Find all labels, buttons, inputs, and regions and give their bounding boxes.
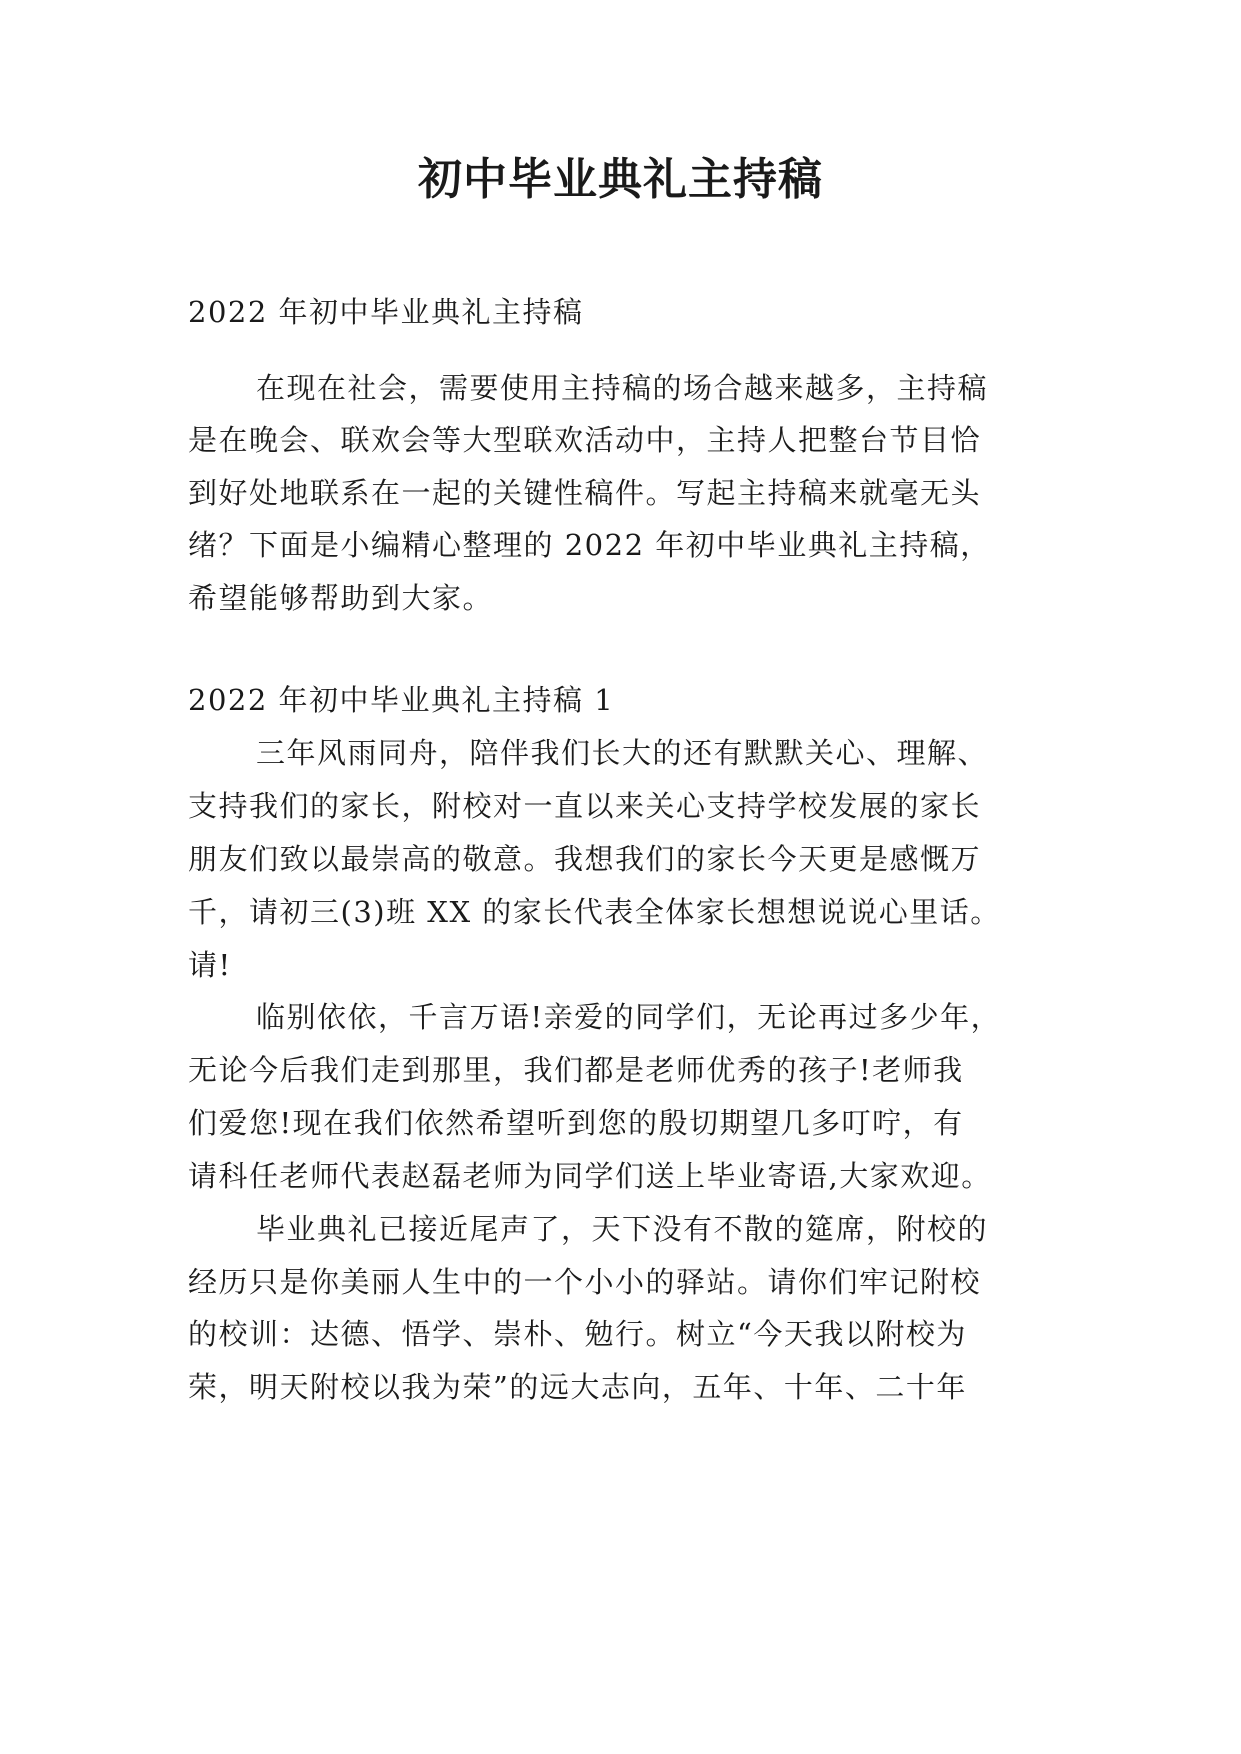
intro-line-2: 是在晚会、联欢会等大型联欢活动中，主持人把整台节目恰	[188, 423, 982, 457]
intro-line-3: 到好处地联系在一起的关键性稿件。写起主持稿来就毫无头	[188, 476, 982, 510]
para1-line-2: 支持我们的家长，附校对一直以来关心支持学校发展的家长	[188, 789, 982, 823]
para2-line-2: 无论今后我们走到那里，我们都是老师优秀的孩子!老师我	[188, 1053, 964, 1087]
para1-line-4: 千，请初三(3)班 XX 的家长代表全体家长想想说说心里话。	[188, 895, 1001, 929]
section-heading: 2022 年初中毕业典礼主持稿 1	[188, 683, 615, 717]
para2-line-4: 请科任老师代表赵磊老师为同学们送上毕业寄语,大家欢迎。	[188, 1159, 992, 1193]
para3-line-1: 毕业典礼已接近尾声了，天下没有不散的筵席，附校的	[256, 1212, 989, 1246]
para2-line-3: 们爱您!现在我们依然希望听到您的殷切期望几多叮咛，有	[188, 1106, 964, 1140]
para1-line-5: 请!	[188, 948, 232, 982]
document-title: 初中毕业典礼主持稿	[418, 154, 823, 205]
para3-line-4: 荣，明天附校以我为荣”的远大志向，五年、十年、二十年	[188, 1370, 967, 1404]
para1-line-1: 三年风雨同舟，陪伴我们长大的还有默默关心、理解、	[256, 736, 989, 770]
intro-line-4: 绪？下面是小编精心整理的 2022 年初中毕业典礼主持稿，	[188, 528, 991, 562]
para3-line-2: 经历只是你美丽人生中的一个小小的驿站。请你们牢记附校	[188, 1265, 982, 1299]
para3-line-3: 的校训：达德、悟学、崇朴、勉行。树立“今天我以附校为	[188, 1317, 967, 1351]
intro-line-1: 在现在社会，需要使用主持稿的场合越来越多，主持稿	[256, 371, 989, 405]
intro-line-5: 希望能够帮助到大家。	[188, 581, 494, 615]
subtitle: 2022 年初中毕业典礼主持稿	[188, 295, 584, 329]
para1-line-3: 朋友们致以最崇高的敬意。我想我们的家长今天更是感慨万	[188, 842, 982, 876]
para2-line-1: 临别依依，千言万语!亲爱的同学们，无论再过多少年，	[256, 1000, 1002, 1034]
